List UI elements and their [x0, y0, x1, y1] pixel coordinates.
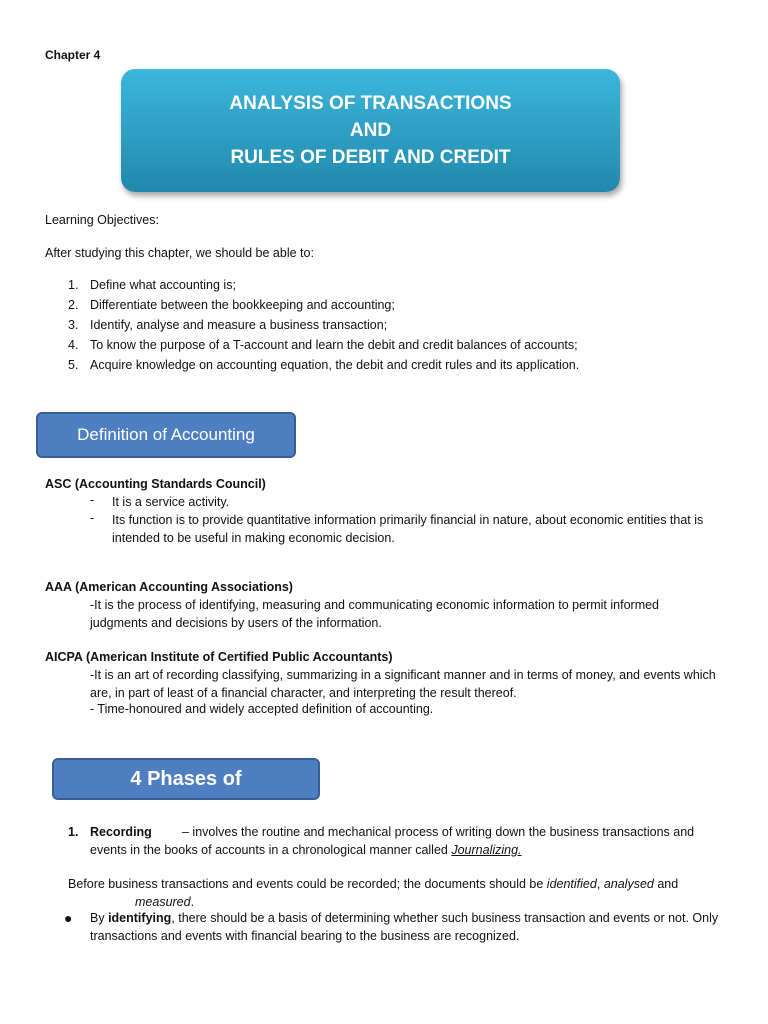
learning-objectives-heading: Learning Objectives: [45, 213, 159, 227]
list-item: - Its function is to provide quantitative information primarily financial in nature, about economic entities that is intended to be useful in making economic decision. [90, 511, 704, 545]
list-item: 3. Identify, analyse and measure a business transaction; [68, 318, 388, 332]
asc-heading: ASC (Accounting Standards Council) [45, 477, 266, 491]
journalizing-term: Journalizing. [451, 843, 522, 857]
list-item: 5. Acquire knowledge on accounting equation, the debit and credit rules and its application. [68, 358, 580, 372]
list-item: 4. To know the purpose of a T-account and learn the debit and credit balances of accounts; [68, 338, 578, 352]
aicpa-definition: -It is an art of recording classifying, summarizing in a significant manner and in terms of money, and events which are, in part of least of a financial character, and interpreting the result thereof. [90, 668, 716, 700]
list-item: 2. Differentiate between the bookkeeping and accounting; [68, 298, 395, 312]
list-item: 1. Define what accounting is; [68, 278, 236, 292]
phases-section-box: 4 Phases of [52, 758, 320, 800]
title-line-3: RULES OF DEBIT AND CREDIT [230, 147, 511, 168]
aaa-heading: AAA (American Accounting Associations) [45, 580, 293, 594]
aicpa-heading: AICPA (American Institute of Certified Public Accountants) [45, 650, 393, 664]
definition-section-box: Definition of Accounting [36, 412, 296, 458]
objectives-list [45, 278, 579, 378]
before-recording-paragraph: Before business transactions and events could be recorded; the documents should be identified, analysed and measured. [68, 877, 679, 909]
aicpa-note: - Time-honoured and widely accepted definition of accounting. [90, 702, 434, 716]
identifying-bullet: ● By identifying, there should be a basis of determining whether such business transaction and events or not. Only transactions and events with financial bearing to the business are recognized. [64, 910, 719, 943]
chapter-title-box [121, 69, 620, 192]
aaa-definition: -It is the process of identifying, measuring and communicating economic information to permit informed judgments and decisions by users of the information. [90, 598, 660, 630]
title-line-2: AND [349, 120, 392, 141]
list-item: - It is a service activity. [90, 493, 230, 509]
learning-objectives-intro: After studying this chapter, we should be able to: [45, 246, 314, 260]
recording-item: 1. Recording – involves the routine and mechanical process of writing down the business transactions and events in the books of accounts in a chronological manner called Journalizing. [68, 825, 695, 857]
recording-term: Recording [90, 825, 152, 839]
bullet-icon: ● [64, 910, 73, 926]
title-line-1: ANALYSIS OF TRANSACTIONS [229, 93, 512, 114]
chapter-label: Chapter 4 [45, 48, 101, 62]
